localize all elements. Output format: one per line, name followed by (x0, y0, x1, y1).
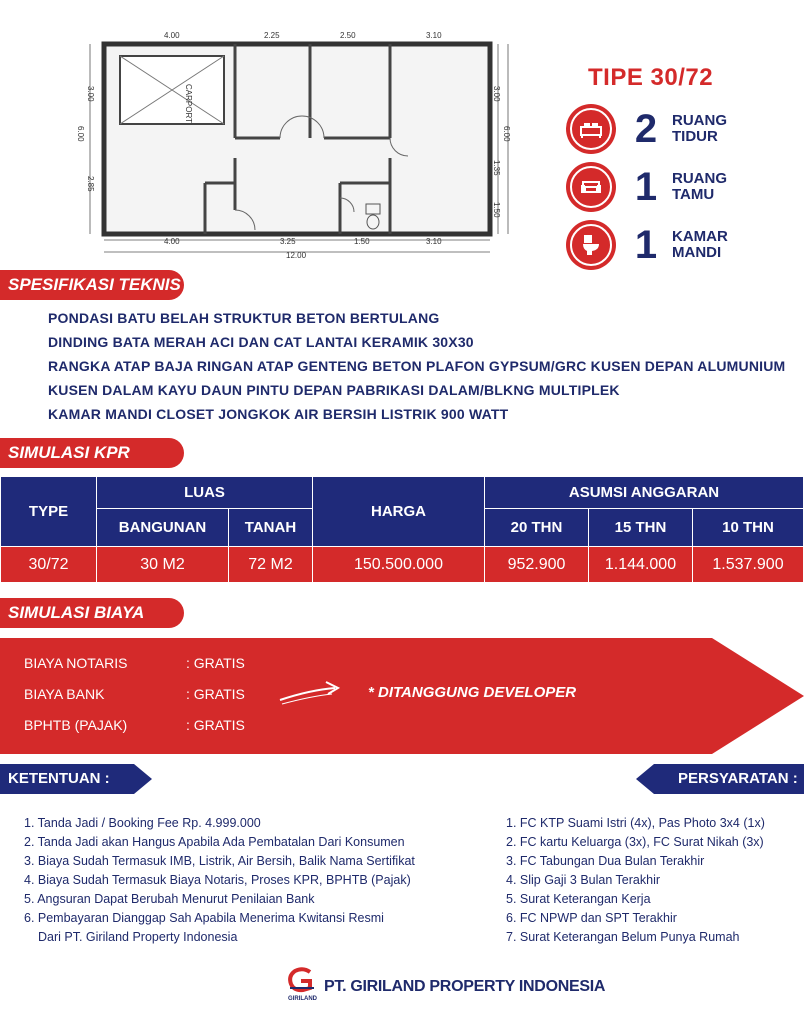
list-item: 4. Slip Gaji 3 Bulan Terakhir (506, 873, 661, 887)
dim-bottom-2: 3.25 (280, 237, 296, 246)
spesifikasi-tab: SPESIFIKASI TEKNIS (0, 270, 184, 300)
company-name: PT. GIRILAND PROPERTY INDONESIA (324, 978, 606, 995)
carport-area (120, 56, 224, 124)
dim-left-2: 2.85 (86, 176, 95, 192)
biaya-tab: SIMULASI BIAYA (0, 598, 184, 628)
list-item: 5. Angsuran Dapat Berubah Menurut Penilaian Bank (24, 892, 315, 906)
cell-tanah: 72 M2 (229, 547, 313, 583)
header-10thn: 10 THN (693, 509, 804, 547)
dim-total: 12.00 (286, 251, 307, 260)
header-asumsi: ASUMSI ANGGARAN (485, 477, 804, 509)
dim-bottom-3: 1.50 (354, 237, 370, 246)
dim-left-total: 6.00 (76, 126, 85, 142)
ketentuan-list (24, 814, 415, 947)
dim-right-3: 1.50 (492, 202, 501, 218)
list-item: 2. Tanda Jadi akan Hangus Apabila Ada Pembatalan Dari Konsumen (24, 835, 405, 849)
sofa-icon (566, 162, 616, 212)
list-item: 3. Biaya Sudah Termasuk IMB, Listrik, Air Bersih, Balik Nama Sertifikat (24, 854, 415, 868)
list-item: 7. Surat Keterangan Belum Punya Rumah (506, 930, 740, 944)
list-item: 4. Biaya Sudah Termasuk Biaya Notaris, Proses KPR, BPHTB (Pajak) (24, 873, 411, 887)
list-item: 5. Surat Keterangan Kerja (506, 892, 651, 906)
header-20thn: 20 THN (485, 509, 589, 547)
dim-top-1: 4.00 (164, 31, 180, 40)
carport-label: CARPORT (184, 84, 193, 123)
cell-bangunan: 30 M2 (97, 547, 229, 583)
feature-label: RUANG TAMU (672, 170, 727, 203)
ketentuan-title: KETENTUAN : (8, 770, 110, 787)
footer-brand (286, 966, 606, 1006)
feature-ruang-tamu (566, 162, 752, 212)
table-row (1, 547, 804, 583)
feature-count: 2 (634, 106, 658, 151)
feature-ruang-tidur (566, 104, 752, 154)
spec-item: KAMAR MANDI CLOSET JONGKOK AIR BERSIH LISTRIK 900 WATT (48, 406, 509, 422)
toilet-icon (566, 220, 616, 270)
cell-10thn: 1.537.900 (693, 547, 804, 583)
floor-plan (76, 28, 520, 260)
list-item: Dari PT. Giriland Property Indonesia (38, 930, 238, 944)
dim-left-1: 3.00 (86, 86, 95, 102)
feature-label: RUANG TIDUR (672, 112, 727, 145)
company-logo-icon (286, 966, 320, 996)
dim-top-3: 2.50 (340, 31, 356, 40)
header-bangunan: BANGUNAN (97, 509, 229, 547)
list-item: 3. FC Tabungan Dua Bulan Terakhir (506, 854, 705, 868)
header-15thn: 15 THN (589, 509, 693, 547)
dim-top-2: 2.25 (264, 31, 280, 40)
list-item: 2. FC kartu Keluarga (3x), FC Surat Nikah (3x) (506, 835, 764, 849)
dim-right-1: 3.00 (492, 86, 501, 102)
persyaratan-title: PERSYARATAN : (678, 770, 798, 787)
header-type: TYPE (1, 477, 97, 547)
dim-bottom-4: 3.10 (426, 237, 442, 246)
list-item: 1. Tanda Jadi / Booking Fee Rp. 4.999.000 (24, 816, 261, 830)
dim-right-2: 1.35 (492, 160, 501, 176)
dim-top-4: 3.10 (426, 31, 442, 40)
spec-item: RANGKA ATAP BAJA RINGAN ATAP GENTENG BETON PLAFON GYPSUM/GRC KUSEN DEPAN ALUMUNIUM (48, 358, 786, 374)
cell-type: 30/72 (1, 547, 97, 583)
spec-item: KUSEN DALAM KAYU DAUN PINTU DEPAN PABRIKASI DALAM/BLKNG MULTIPLEK (48, 382, 620, 398)
feature-count: 1 (634, 164, 658, 209)
header-luas: LUAS (97, 477, 313, 509)
cell-20thn: 952.900 (485, 547, 589, 583)
header-tanah: TANAH (229, 509, 313, 547)
tipe-title: TIPE 30/72 (588, 64, 714, 91)
spec-item: DINDING BATA MERAH ACI DAN CAT LANTAI KERAMIK 30X30 (48, 334, 474, 350)
cell-harga: 150.500.000 (313, 547, 485, 583)
list-item: 6. FC NPWP dan SPT Terakhir (506, 911, 677, 925)
feature-kamar-mandi (566, 220, 752, 270)
cell-15thn: 1.144.000 (589, 547, 693, 583)
feature-label: KAMAR MANDI (672, 228, 728, 261)
bed-icon (566, 104, 616, 154)
biaya-note: * DITANGGUNG DEVELOPER (368, 684, 577, 701)
persyaratan-list (506, 814, 765, 947)
kpr-table (0, 476, 804, 583)
spesifikasi-list (48, 308, 785, 428)
dim-bottom-1: 4.00 (164, 237, 180, 246)
list-item: 1. FC KTP Suami Istri (4x), Pas Photo 3x4 (1x) (506, 816, 765, 830)
list-item: 6. Pembayaran Dianggap Sah Apabila Menerima Kwitansi Resmi (24, 911, 384, 925)
spec-item: PONDASI BATU BELAH STRUKTUR BETON BERTULANG (48, 310, 440, 326)
logo-subtext: GIRILAND (288, 996, 317, 1002)
header-harga: HARGA (313, 477, 485, 547)
feature-count: 1 (634, 222, 658, 267)
dim-right-total: 6.00 (502, 126, 511, 142)
kpr-tab: SIMULASI KPR (0, 438, 184, 468)
